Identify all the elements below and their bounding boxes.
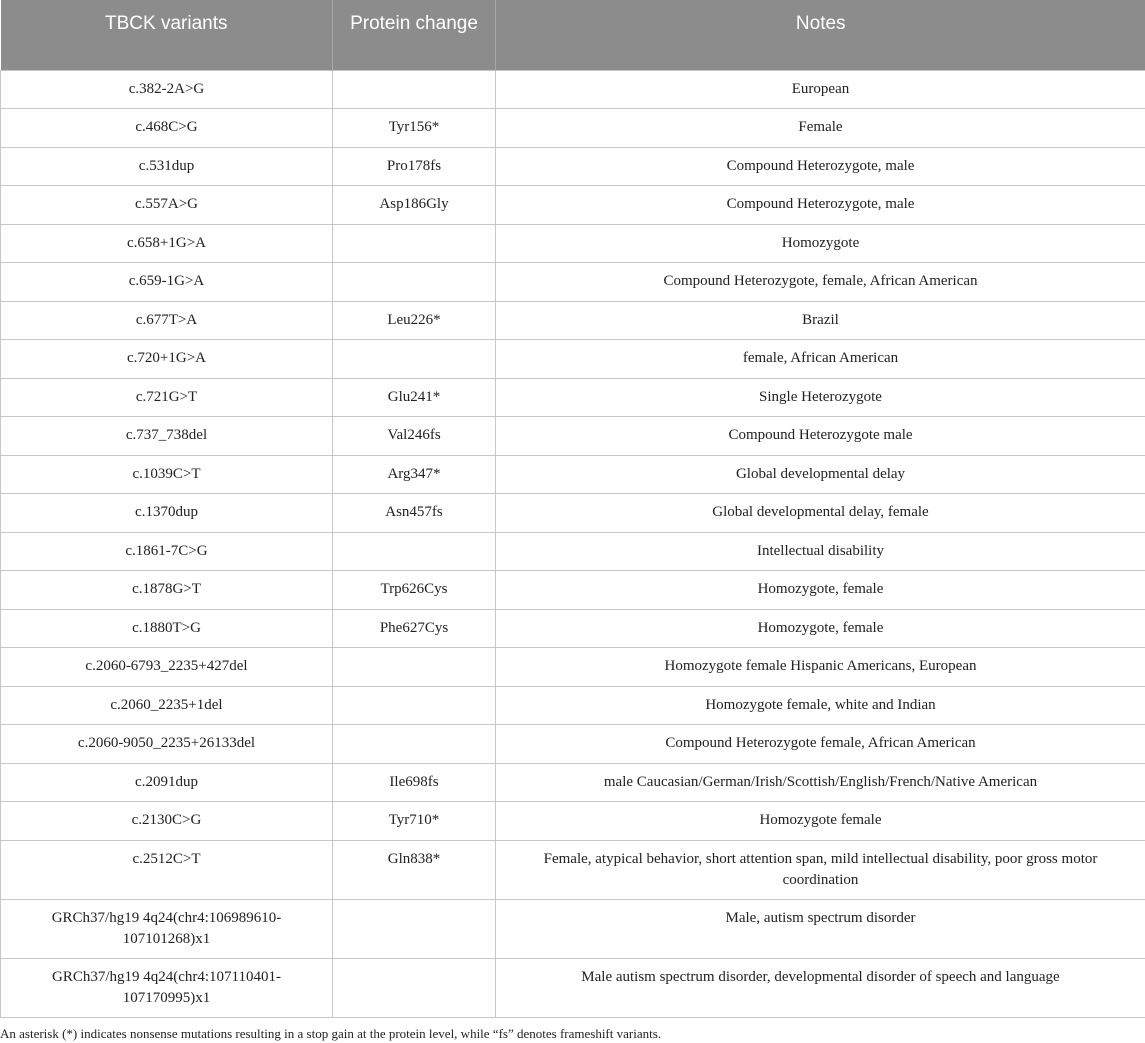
- cell-notes: Compound Heterozygote male: [496, 417, 1145, 456]
- cell-variant: c.2091dup: [1, 763, 333, 802]
- cell-protein-change: Asn457fs: [333, 494, 496, 533]
- cell-notes: Global developmental delay: [496, 455, 1145, 494]
- cell-variant: c.2060-6793_2235+427del: [1, 648, 333, 687]
- cell-notes: Male, autism spectrum disorder: [496, 899, 1145, 958]
- table-row: [1, 686, 1145, 725]
- cell-variant: GRCh37/hg19 4q24(chr4:107110401-107170995)x1: [1, 958, 333, 1017]
- cell-notes: Homozygote: [496, 224, 1145, 263]
- cell-variant: c.659-1G>A: [1, 263, 333, 302]
- table-row: [1, 609, 1145, 648]
- cell-notes: Homozygote female, white and Indian: [496, 686, 1145, 725]
- cell-variant: c.531dup: [1, 147, 333, 186]
- cell-notes: Homozygote female Hispanic Americans, European: [496, 648, 1145, 687]
- table-row: [1, 186, 1145, 225]
- table-row: [1, 455, 1145, 494]
- header-row: [1, 0, 1145, 70]
- cell-variant: c.2060_2235+1del: [1, 686, 333, 725]
- cell-notes: Brazil: [496, 301, 1145, 340]
- table-row: [1, 494, 1145, 533]
- table-footnote: An asterisk (*) indicates nonsense mutations resulting in a stop gain at the protein level, while “fs” denotes frameshift variants.: [0, 1026, 662, 1041]
- cell-notes: Compound Heterozygote female, African American: [496, 725, 1145, 764]
- cell-notes: Intellectual disability: [496, 532, 1145, 571]
- cell-variant: c.677T>A: [1, 301, 333, 340]
- table-row: [1, 263, 1145, 302]
- table-row: [1, 417, 1145, 456]
- cell-protein-change: Asp186Gly: [333, 186, 496, 225]
- cell-variant: c.658+1G>A: [1, 224, 333, 263]
- cell-notes: Female: [496, 109, 1145, 148]
- cell-notes: Compound Heterozygote, female, African American: [496, 263, 1145, 302]
- cell-variant: c.2130C>G: [1, 802, 333, 841]
- table-row: [1, 301, 1145, 340]
- table-row: [1, 802, 1145, 841]
- cell-variant: c.2060-9050_2235+26133del: [1, 725, 333, 764]
- table-row: [1, 147, 1145, 186]
- cell-variant: c.557A>G: [1, 186, 333, 225]
- cell-variant: c.721G>T: [1, 378, 333, 417]
- cell-protein-change: [333, 224, 496, 263]
- cell-notes: Male autism spectrum disorder, developmental disorder of speech and language: [496, 958, 1145, 1017]
- cell-notes: Compound Heterozygote, male: [496, 186, 1145, 225]
- cell-notes: European: [496, 70, 1145, 109]
- cell-variant: c.1370dup: [1, 494, 333, 533]
- header-variants: TBCK variants: [1, 0, 333, 70]
- cell-protein-change: [333, 958, 496, 1017]
- cell-variant: c.720+1G>A: [1, 340, 333, 379]
- cell-notes: Global developmental delay, female: [496, 494, 1145, 533]
- cell-variant: c.1878G>T: [1, 571, 333, 610]
- cell-protein-change: [333, 70, 496, 109]
- cell-notes: Compound Heterozygote, male: [496, 147, 1145, 186]
- table-row: [1, 70, 1145, 109]
- table-row: [1, 899, 1145, 958]
- cell-variant: c.1880T>G: [1, 609, 333, 648]
- cell-protein-change: [333, 725, 496, 764]
- cell-protein-change: [333, 686, 496, 725]
- cell-protein-change: Leu226*: [333, 301, 496, 340]
- table-row: [1, 109, 1145, 148]
- cell-protein-change: Val246fs: [333, 417, 496, 456]
- table-row: [1, 725, 1145, 764]
- table-row: [1, 958, 1145, 1017]
- table-row: [1, 224, 1145, 263]
- cell-notes: Female, atypical behavior, short attention span, mild intellectual disability, poor gross motor coordination: [496, 840, 1145, 899]
- table-row: [1, 763, 1145, 802]
- cell-protein-change: Trp626Cys: [333, 571, 496, 610]
- cell-notes: Single Heterozygote: [496, 378, 1145, 417]
- table-row: [1, 840, 1145, 899]
- cell-notes: Homozygote female: [496, 802, 1145, 841]
- cell-variant: c.737_738del: [1, 417, 333, 456]
- cell-variant: GRCh37/hg19 4q24(chr4:106989610-107101268)x1: [1, 899, 333, 958]
- header-protein-change: Protein change: [333, 0, 496, 70]
- cell-protein-change: Ile698fs: [333, 763, 496, 802]
- cell-protein-change: [333, 340, 496, 379]
- cell-variant: c.468C>G: [1, 109, 333, 148]
- cell-protein-change: Glu241*: [333, 378, 496, 417]
- cell-notes: female, African American: [496, 340, 1145, 379]
- cell-protein-change: [333, 899, 496, 958]
- header-notes: Notes: [496, 0, 1145, 70]
- cell-protein-change: Phe627Cys: [333, 609, 496, 648]
- table-row: [1, 340, 1145, 379]
- cell-protein-change: Tyr710*: [333, 802, 496, 841]
- cell-variant: c.382-2A>G: [1, 70, 333, 109]
- table-row: [1, 378, 1145, 417]
- cell-notes: Homozygote, female: [496, 571, 1145, 610]
- cell-variant: c.1039C>T: [1, 455, 333, 494]
- cell-notes: Homozygote, female: [496, 609, 1145, 648]
- table-row: [1, 532, 1145, 571]
- cell-variant: c.2512C>T: [1, 840, 333, 899]
- cell-protein-change: [333, 648, 496, 687]
- cell-protein-change: [333, 532, 496, 571]
- cell-protein-change: Tyr156*: [333, 109, 496, 148]
- cell-notes: male Caucasian/German/Irish/Scottish/English/French/Native American: [496, 763, 1145, 802]
- cell-protein-change: Pro178fs: [333, 147, 496, 186]
- cell-protein-change: Arg347*: [333, 455, 496, 494]
- table-row: [1, 571, 1145, 610]
- table-row: [1, 648, 1145, 687]
- cell-protein-change: [333, 263, 496, 302]
- cell-variant: c.1861-7C>G: [1, 532, 333, 571]
- cell-protein-change: Gln838*: [333, 840, 496, 899]
